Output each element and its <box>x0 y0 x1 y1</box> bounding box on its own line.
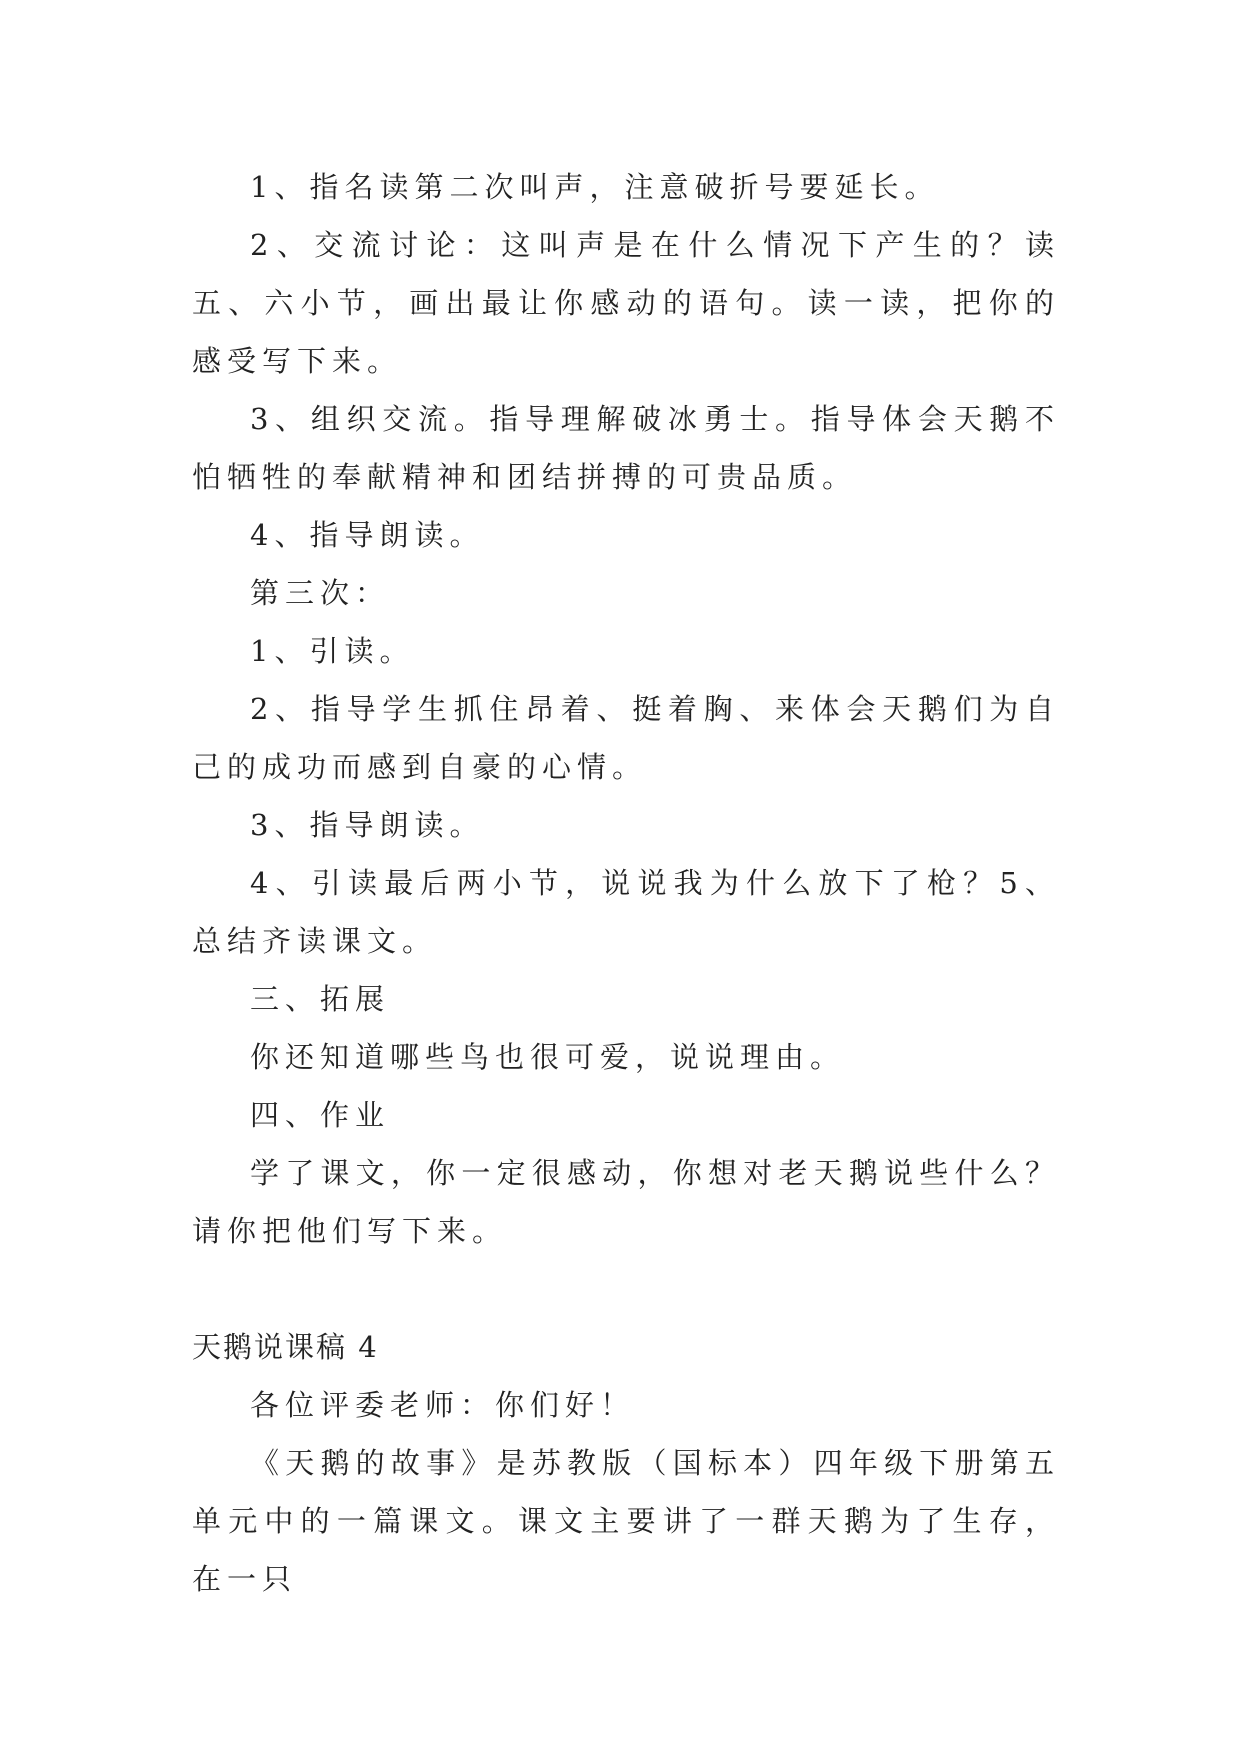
section-heading: 四、作业 <box>250 1098 391 1132</box>
paragraph: 你还知道哪些鸟也很可爱，说说理由。 <box>250 1040 846 1074</box>
document-title: 天鹅说课稿 4 <box>192 1330 379 1364</box>
document-body <box>192 158 1060 1608</box>
paragraph: 2、指导学生抓住昂着、挺着胸、来体会天鹅们为自己的成功而感到自豪的心情。 <box>192 692 1060 784</box>
paragraph: 1、指名读第二次叫声，注意破折号要延长。 <box>250 170 940 204</box>
paragraph: 第三次： <box>250 576 391 610</box>
paragraph: 4、指导朗读。 <box>250 518 485 552</box>
section-heading: 三、拓展 <box>250 982 391 1016</box>
paragraph: 3、组织交流。指导理解破冰勇士。指导体会天鹅不怕牺牲的奉献精神和团结拼搏的可贵品质。 <box>192 402 1060 494</box>
paragraph: 《天鹅的故事》是苏教版（国标本）四年级下册第五单元中的一篇课文。课文主要讲了一群天鹅为了生存，在一只 <box>192 1446 1060 1596</box>
paragraph: 3、指导朗读。 <box>250 808 485 842</box>
paragraph: 2、交流讨论：这叫声是在什么情况下产生的？读五、六小节，画出最让你感动的语句。读一读，把你的感受写下来。 <box>192 228 1060 378</box>
paragraph: 4、引读最后两小节，说说我为什么放下了枪？5、总结齐读课文。 <box>192 866 1060 958</box>
blank-line <box>192 1260 1060 1318</box>
paragraph: 1、引读。 <box>250 634 415 668</box>
paragraph: 学了课文，你一定很感动，你想对老天鹅说些什么？请你把他们写下来。 <box>192 1156 1060 1248</box>
paragraph: 各位评委老师：你们好！ <box>250 1388 636 1422</box>
